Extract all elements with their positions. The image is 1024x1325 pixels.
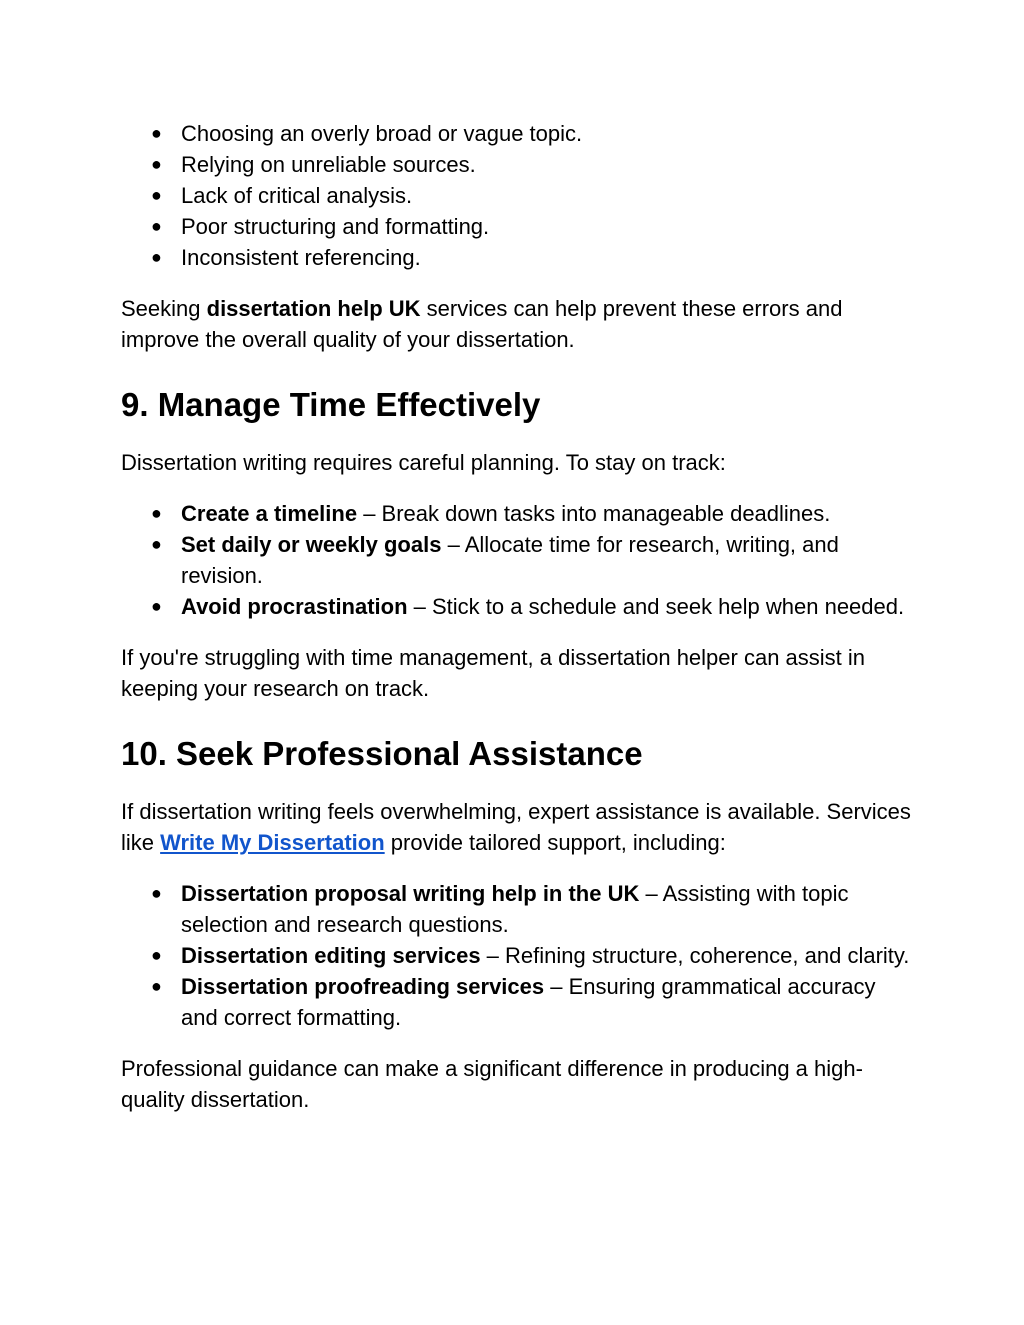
- list-item-text: – Stick to a schedule and seek help when needed.: [407, 594, 905, 619]
- list-item-text: – Ensuring grammatical accuracy and correct formatting.: [181, 974, 876, 1030]
- section-9-closing: If you're struggling with time management, a dissertation helper can assist in keeping your research on track.: [121, 645, 866, 701]
- list-item-bold: Set daily or weekly goals: [181, 532, 442, 557]
- bullet-icon: ●: [151, 883, 162, 903]
- list-item-text: Relying on unreliable sources.: [181, 152, 476, 177]
- list-item: [121, 242, 911, 273]
- list-item-bold: Create a timeline: [181, 501, 358, 526]
- section-9-heading: 9. Manage Time Effectively: [121, 386, 541, 423]
- list-item-bold: Dissertation proofreading services: [181, 974, 545, 999]
- list-item: [121, 211, 911, 242]
- bullet-icon: ●: [151, 596, 162, 616]
- mistakes-list: [121, 118, 911, 273]
- bullet-icon: ●: [151, 247, 162, 267]
- bullet-icon: ●: [151, 503, 162, 523]
- section-10-closing: Professional guidance can make a significant difference in producing a high-quality dissertation.: [121, 1056, 863, 1112]
- list-item: [121, 971, 911, 1033]
- seeking-paragraph: Seeking dissertation help UK services can help prevent these errors and improve the overall quality of your dissertation.: [121, 296, 843, 352]
- list-item-text: Poor structuring and formatting.: [181, 214, 490, 239]
- list-item-bold: Dissertation proposal writing help in the UK: [181, 881, 640, 906]
- bullet-icon: ●: [151, 154, 162, 174]
- list-item: [121, 498, 911, 529]
- list-item-text: Inconsistent referencing.: [181, 245, 421, 270]
- list-item-text: – Allocate time for research, writing, and revision.: [181, 532, 839, 588]
- section-9-intro: Dissertation writing requires careful planning. To stay on track:: [121, 450, 726, 475]
- bold-phrase: dissertation help UK: [206, 296, 421, 321]
- services-list: [121, 878, 911, 1033]
- list-item-text: Choosing an overly broad or vague topic.: [181, 121, 583, 146]
- list-item-text: – Refining structure, coherence, and clarity.: [480, 943, 910, 968]
- list-item-bold: Avoid procrastination: [181, 594, 408, 619]
- bullet-icon: ●: [151, 123, 162, 143]
- list-item-text: Lack of critical analysis.: [181, 183, 413, 208]
- list-item-text: – Break down tasks into manageable deadlines.: [357, 501, 831, 526]
- list-item: [121, 940, 911, 971]
- list-item: [121, 878, 911, 940]
- list-item: [121, 180, 911, 211]
- bullet-icon: ●: [151, 216, 162, 236]
- bullet-icon: ●: [151, 185, 162, 205]
- section-10-intro: If dissertation writing feels overwhelming, expert assistance is available. Services like Write My Dissertation provide tailored support, including:: [121, 799, 911, 855]
- list-item-bold: Dissertation editing services: [181, 943, 481, 968]
- write-my-dissertation-link[interactable]: Write My Dissertation: [160, 830, 385, 855]
- list-item: [121, 529, 911, 591]
- list-item: [121, 118, 911, 149]
- list-item: [121, 149, 911, 180]
- bullet-icon: ●: [151, 945, 162, 965]
- list-item-text: – Assisting with topic selection and research questions.: [181, 881, 849, 937]
- section-10-heading: 10. Seek Professional Assistance: [121, 735, 643, 772]
- time-tips-list: [121, 498, 911, 622]
- document-page: [121, 118, 911, 1115]
- list-item: [121, 591, 911, 622]
- bullet-icon: ●: [151, 534, 162, 554]
- bullet-icon: ●: [151, 976, 162, 996]
